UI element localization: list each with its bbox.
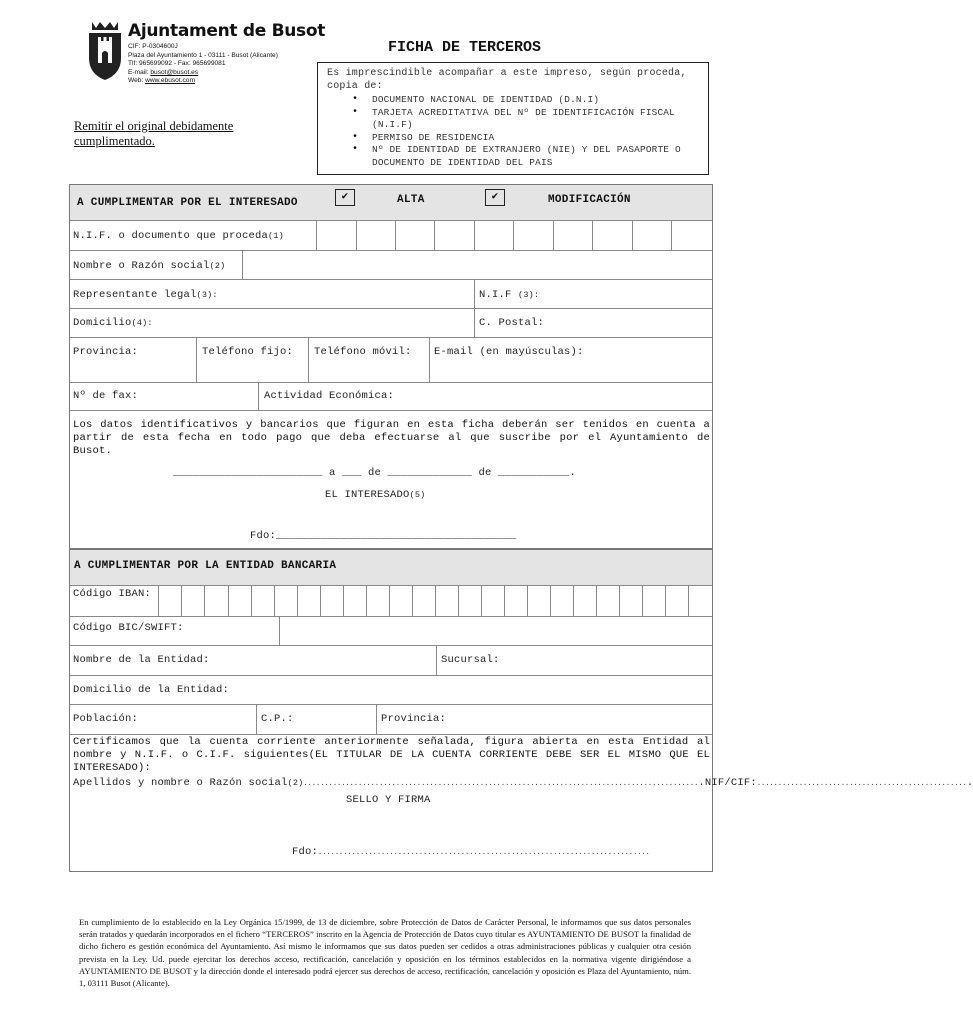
list-item: • DOCUMENTO NACIONAL DE IDENTIDAD (D.N.I): [327, 94, 699, 107]
statement-text: Los datos identificativos y bancarios que figuran en esta ficha deberán ser tenidos en cuenta a partir de esta fecha en todo pago que deba efectuarse al que suscribe por el Ayuntamiento de Busot.: [73, 419, 710, 457]
interesado-section: [69, 184, 713, 549]
list-item: • Nº DE IDENTIDAD DE EXTRANJERO (NIE) Y DEL PASAPORTE O DOCUMENTO DE IDENTIDAD DEL PAIS: [327, 144, 699, 169]
address: Plaza del Ayuntamiento 1 - 03111 - Busot (Alicante): [128, 51, 278, 59]
el-interesado-label: EL INTERESADO(5): [325, 489, 426, 501]
nombre-label: Nombre o Razón social(2): [73, 260, 226, 272]
list-item: • TARJETA ACREDITATIVA DEL Nº DE IDENTIFICACIÓN FISCAL (N.I.F): [327, 107, 699, 132]
legal-footer: En cumplimiento de lo establecido en la Ley Orgánica 15/1999, de 13 de diciembre, sobre Protección de Datos de Carácter Personal, le informamos que sus datos personales serán tratados y quedarán incorporados en el fichero “TERCEROS” inscrito en la Agencia de Protección de Datos cuyo titular es AYUNTAMIENTO DE BUSOT la finalidad de dicho fichero es gestión económica del Ayuntamiento. Así mismo le informamos que sus datos pueden ser cedidos a otras administraciones públicas y cualquier otra cesión prevista en la Ley. Ud. puede ejercitar los derechos acceso, rectificación, cancelación y oposición en los términos establecidos en la normativa vigente dirigiéndose a AYUNTAMIENTO DE BUSOT y la dirección donde el interesado podrá ejercer sus derechos de acceso, rectificación, cancelación y oposición es Plaza del Ayuntamiento, núm. 1, 03111 Busot (Alicante).: [79, 917, 691, 989]
required-docs-list: [327, 94, 699, 169]
banco-signature-line[interactable]: Fdo:...............................................................................: [292, 846, 650, 858]
interesado-heading: A CUMPLIMENTAR POR EL INTERESADO: [77, 197, 298, 209]
apellidos-line[interactable]: Apellidos y nombre o Razón social(2)...............................................................................................NIF/CIF:...................................................: [73, 777, 973, 789]
rep-nif-label: N.I.F (3):: [479, 289, 540, 301]
email-label: E-mail (en mayúsculas):: [434, 346, 584, 358]
iban-input[interactable]: [159, 586, 713, 615]
sello-firma-label: SELLO Y FIRMA: [346, 794, 431, 806]
cif: CIF: P-0304600J: [128, 43, 178, 50]
entidad-label: Nombre de la Entidad:: [73, 654, 210, 666]
poblacion-label: Población:: [73, 713, 139, 725]
interesado-signature-line[interactable]: Fdo:_____________________________________: [250, 530, 517, 542]
email-line: E-mail: busot@busot.es: [128, 68, 199, 76]
remit-note: Remitir el original debidamente cumplimentado.: [74, 119, 234, 148]
certificamos-text: Certificamos que la cuenta corriente anteriormente señalada, figura abierta en esta Entidad al nombre y N.I.F. o C.I.F. siguientes(EL TITULAR DE LA CUENTA CORRIENTE DEBE SER EL MISMO QUE EL INTERESADO):: [73, 736, 710, 774]
banco-section: [69, 549, 973, 872]
phone-fax: Tlf: 965699092 - Fax: 965699081: [128, 60, 226, 68]
tel-fijo-label: Teléfono fijo:: [202, 346, 294, 358]
form-title: FICHA DE TERCEROS: [388, 39, 542, 56]
rep-nif-input[interactable]: [475, 280, 713, 307]
sucursal-label: Sucursal:: [441, 654, 500, 666]
nombre-input[interactable]: [243, 251, 713, 278]
modificacion-label: MODIFICACIÓN: [548, 194, 631, 206]
representante-label: Representante legal(3):: [73, 289, 218, 301]
town-name: Ajuntament de Busot: [128, 21, 326, 41]
modificacion-checkbox[interactable]: ✔: [485, 189, 505, 206]
nif-input[interactable]: [317, 221, 713, 249]
required-docs-box: [317, 62, 709, 175]
actividad-label: Actividad Económica:: [264, 390, 395, 402]
date-line[interactable]: _______________________ a ___ de _____________ de ___________.: [173, 467, 577, 479]
web-line: Web: www.ebusot.com: [128, 77, 195, 85]
alta-label: ALTA: [397, 194, 425, 206]
provincia-entidad-label: Provincia:: [381, 713, 447, 725]
representante-input[interactable]: [70, 280, 473, 307]
tel-movil-label: Teléfono móvil:: [314, 346, 412, 358]
domicilio-entidad-label: Domicilio de la Entidad:: [73, 684, 230, 696]
cpostal-input[interactable]: [475, 309, 713, 337]
banco-heading: A CUMPLIMENTAR POR LA ENTIDAD BANCARIA: [74, 560, 337, 572]
fax-label: Nº de fax:: [73, 390, 139, 402]
email-link[interactable]: busot@busot.es: [150, 68, 199, 76]
iban-label: Código IBAN:: [73, 588, 152, 600]
nif-label: N.I.F. o documento que proceda(1): [73, 230, 284, 242]
alta-checkbox[interactable]: ✔: [335, 189, 355, 206]
web-link[interactable]: www.ebusot.com: [145, 77, 195, 85]
bic-label: Código BIC/SWIFT:: [73, 622, 184, 634]
required-docs-intro: Es imprescindible acompañar a este impreso, según proceda, copia de:: [327, 68, 687, 92]
domicilio-input[interactable]: [70, 309, 473, 337]
provincia-label: Provincia:: [73, 346, 139, 358]
bic-input[interactable]: [280, 617, 713, 644]
cp-label: C.P.:: [261, 713, 294, 725]
coat-of-arms-logo: [86, 20, 124, 82]
domicilio-label: Domicilio(4):: [73, 317, 153, 329]
contact-info: [128, 43, 278, 86]
cpostal-label: C. Postal:: [479, 317, 545, 329]
list-item: • PERMISO DE RESIDENCIA: [327, 132, 699, 145]
